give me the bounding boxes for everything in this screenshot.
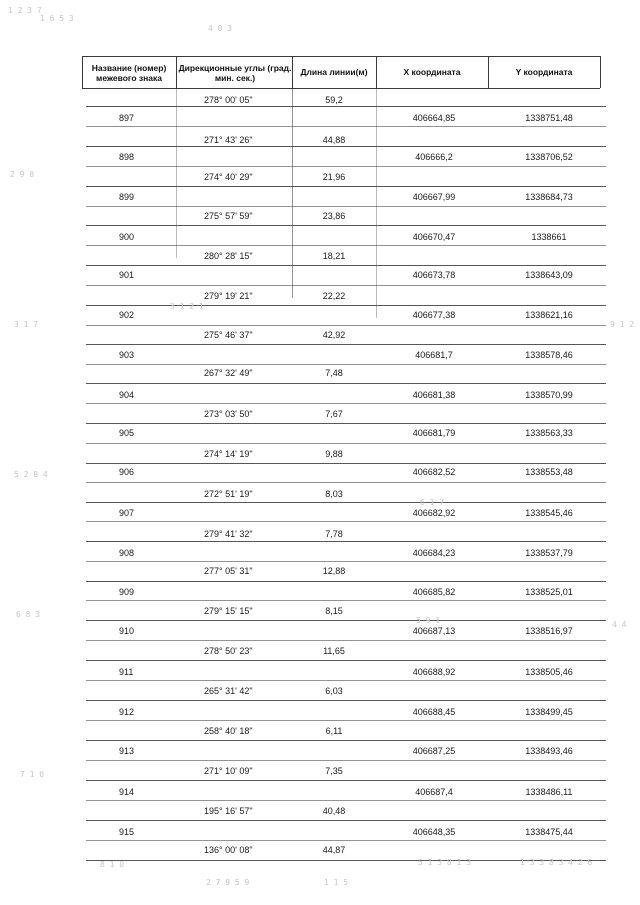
segment-length: 18,21	[322, 251, 346, 261]
segment-angle: 278° 50' 23"	[204, 646, 253, 656]
point-name: 902	[119, 310, 135, 320]
point-name: 910	[119, 626, 135, 636]
point-x: 406673,78	[412, 270, 456, 280]
segment-angle: 274° 14' 19"	[204, 449, 253, 459]
table-rule	[86, 600, 606, 601]
point-y: 1338516,97	[525, 626, 573, 636]
point-y: 1338505,46	[525, 667, 573, 677]
point-name: 901	[119, 270, 135, 280]
bleed-mark: 8 1 0	[100, 860, 125, 869]
segment-length: 12,88	[322, 566, 346, 576]
segment-angle: 273° 03' 50"	[204, 409, 253, 419]
table-rule	[86, 383, 606, 384]
table-rule	[86, 502, 606, 503]
segment-angle: 272° 51' 19"	[204, 489, 253, 499]
table-rule	[86, 760, 606, 761]
header-x: X координата	[403, 67, 461, 77]
table-rule	[86, 106, 606, 107]
point-name: 908	[119, 548, 135, 558]
segment-angle: 275° 57' 59"	[204, 211, 253, 221]
point-y: 1338537,79	[525, 548, 573, 558]
point-name: 905	[119, 428, 135, 438]
point-name: 899	[119, 192, 135, 202]
table-rule	[86, 344, 606, 345]
segment-length: 7,67	[325, 409, 343, 419]
point-y: 1338563,33	[525, 428, 573, 438]
point-x: 406681,38	[412, 390, 456, 400]
segment-angle: 279° 41' 32"	[204, 529, 253, 539]
table-rule	[86, 245, 606, 246]
bleed-mark: 4 4	[612, 620, 627, 629]
segment-angle: 271° 43' 26"	[204, 135, 253, 145]
point-x: 406687,13	[412, 626, 456, 636]
point-x: 406687,4	[415, 787, 453, 797]
bleed-mark: 2 9 8	[10, 170, 35, 179]
table-rule	[86, 780, 606, 781]
segment-angle: 279° 15' 15"	[204, 606, 253, 616]
table-rule	[86, 660, 606, 661]
segment-length: 44,87	[322, 845, 346, 855]
table-rule	[86, 166, 606, 167]
segment-angle: 277° 05' 31"	[204, 566, 253, 576]
table-rule	[86, 423, 606, 424]
segment-angle: 275° 46' 37"	[204, 330, 253, 340]
table-rule	[86, 443, 606, 444]
point-name: 897	[119, 113, 135, 123]
table-rule	[86, 680, 606, 681]
point-y: 1338621,16	[525, 310, 573, 320]
point-name: 914	[119, 787, 135, 797]
segment-length: 59,2	[325, 95, 343, 105]
point-y: 1338486,11	[525, 787, 573, 797]
bleed-mark: 6 8 3	[16, 610, 41, 619]
bleed-mark: 1 3 3 8 3 4 2 6	[520, 858, 593, 867]
point-y: 1338661	[531, 232, 567, 242]
bleed-mark: 4 0 3	[208, 24, 233, 33]
header-y: Y координата	[515, 67, 573, 77]
bleed-mark: 5 9 1	[416, 616, 441, 625]
point-x: 406682,52	[412, 467, 456, 477]
segment-angle: 195° 16' 57"	[204, 806, 253, 816]
segment-length: 8,03	[325, 489, 343, 499]
bleed-mark: 2 7 9 5 9	[206, 878, 250, 887]
bleed-mark: 1 6 5 3	[40, 14, 74, 23]
point-x: 406681,79	[412, 428, 456, 438]
bleed-mark: 6 1 7	[420, 498, 445, 507]
table-rule	[488, 56, 489, 88]
point-x: 406666,2	[415, 152, 453, 162]
table-rule	[292, 88, 293, 298]
point-name: 904	[119, 390, 135, 400]
point-x: 406677,38	[412, 310, 456, 320]
segment-length: 7,78	[325, 529, 343, 539]
segment-angle: 274° 40' 29"	[204, 172, 253, 182]
segment-angle: 271° 10' 09"	[204, 766, 253, 776]
point-x: 406685,82	[412, 587, 456, 597]
point-name: 913	[119, 746, 135, 756]
point-x: 406682,92	[412, 508, 456, 518]
table-rule	[86, 700, 606, 701]
segment-length: 11,65	[323, 646, 345, 656]
point-x: 406681,7	[415, 350, 453, 360]
point-x: 406664,85	[412, 113, 456, 123]
bleed-mark: 1 1 5	[324, 878, 349, 887]
table-rule	[86, 364, 606, 365]
bleed-mark: 1 2 3 7	[8, 6, 42, 15]
table-rule	[86, 581, 606, 582]
table-rule	[176, 56, 177, 88]
point-x: 406688,92	[412, 667, 456, 677]
point-name: 909	[119, 587, 135, 597]
point-y: 1338706,52	[525, 152, 573, 162]
table-rule	[82, 88, 600, 89]
table-rule	[86, 521, 606, 522]
table-rule	[86, 186, 606, 187]
point-y: 1338553,48	[525, 467, 573, 477]
segment-angle: 265° 31' 42"	[204, 686, 253, 696]
table-rule	[86, 720, 606, 721]
point-name: 915	[119, 827, 135, 837]
table-rule	[86, 463, 606, 464]
table-rule	[82, 56, 600, 57]
segment-length: 40,48	[322, 806, 346, 816]
segment-angle: 267° 32' 49"	[204, 368, 253, 378]
point-name: 900	[119, 232, 135, 242]
segment-length: 8,15	[325, 606, 343, 616]
point-y: 1338475,44	[525, 827, 573, 837]
table-rule	[86, 561, 606, 562]
table-rule	[86, 620, 606, 621]
table-rule	[600, 56, 601, 88]
table-rule	[376, 56, 377, 88]
point-x: 406667,99	[412, 192, 456, 202]
table-rule	[82, 56, 83, 88]
segment-length: 7,35	[325, 766, 343, 776]
point-x: 406688,45	[412, 707, 456, 717]
segment-length: 44,88	[322, 135, 346, 145]
table-rule	[86, 225, 606, 226]
header-angle: Дирекционные углы (град. мин. сек.)	[178, 63, 292, 83]
point-name: 912	[119, 707, 135, 717]
segment-length: 7,48	[325, 368, 343, 378]
segment-angle: 280° 28' 15"	[204, 251, 253, 261]
header-length: Длина линии(м)	[300, 67, 368, 77]
bleed-mark: 7 1 0	[20, 770, 45, 779]
segment-angle: 278° 00' 05"	[204, 95, 253, 105]
point-y: 1338643,09	[525, 270, 573, 280]
point-y: 1338570,99	[525, 390, 573, 400]
segment-length: 21,96	[322, 172, 346, 182]
table-rule	[86, 285, 606, 286]
segment-length: 42,92	[322, 330, 346, 340]
point-y: 1338545,46	[525, 508, 573, 518]
segment-angle: 279° 19' 21"	[204, 291, 253, 301]
point-y: 1338525,01	[525, 587, 573, 597]
bleed-mark: 3 1 7	[14, 320, 39, 329]
table-rule	[292, 56, 293, 88]
table-rule	[86, 146, 606, 147]
bleed-mark: 9 1 2	[610, 320, 635, 329]
table-rule	[86, 800, 606, 801]
point-name: 906	[119, 467, 135, 477]
point-y: 1338684,73	[525, 192, 573, 202]
point-y: 1338578,46	[525, 350, 573, 360]
table-rule	[86, 640, 606, 641]
table-rule	[86, 541, 606, 542]
bleed-mark: 5 1 3 8 1 3	[418, 858, 471, 867]
point-y: 1338493,46	[525, 746, 573, 756]
header-name: Название (номер) межевого знака	[91, 63, 167, 83]
table-rule	[86, 305, 606, 306]
point-x: 406684,23	[412, 548, 456, 558]
segment-length: 22,22	[322, 291, 346, 301]
point-name: 903	[119, 350, 135, 360]
segment-angle: 258° 40' 18"	[204, 726, 253, 736]
point-x: 406648,35	[412, 827, 456, 837]
segment-length: 6,11	[325, 726, 343, 736]
table-rule	[86, 325, 606, 326]
table-rule	[176, 88, 177, 258]
table-rule	[86, 840, 606, 841]
table-rule	[86, 740, 606, 741]
bleed-mark: 5 2 8 4	[14, 470, 48, 479]
table-rule	[376, 88, 377, 318]
point-name: 911	[119, 667, 134, 677]
segment-angle: 136° 00' 08"	[204, 845, 253, 855]
point-x: 406670,47	[412, 232, 456, 242]
table-rule	[86, 403, 606, 404]
table-rule	[86, 126, 606, 127]
segment-length: 9,88	[325, 449, 343, 459]
point-name: 907	[119, 508, 135, 518]
segment-length: 6,03	[325, 686, 343, 696]
point-name: 898	[119, 152, 135, 162]
table-rule	[86, 482, 606, 483]
table-rule	[86, 206, 606, 207]
bleed-mark: 3 1 2 1	[170, 302, 204, 311]
segment-length: 23,86	[322, 211, 346, 221]
point-y: 1338499,45	[525, 707, 573, 717]
point-x: 406687,25	[412, 746, 456, 756]
table-rule	[86, 265, 606, 266]
table-rule	[86, 820, 606, 821]
point-y: 1338751,48	[525, 113, 573, 123]
